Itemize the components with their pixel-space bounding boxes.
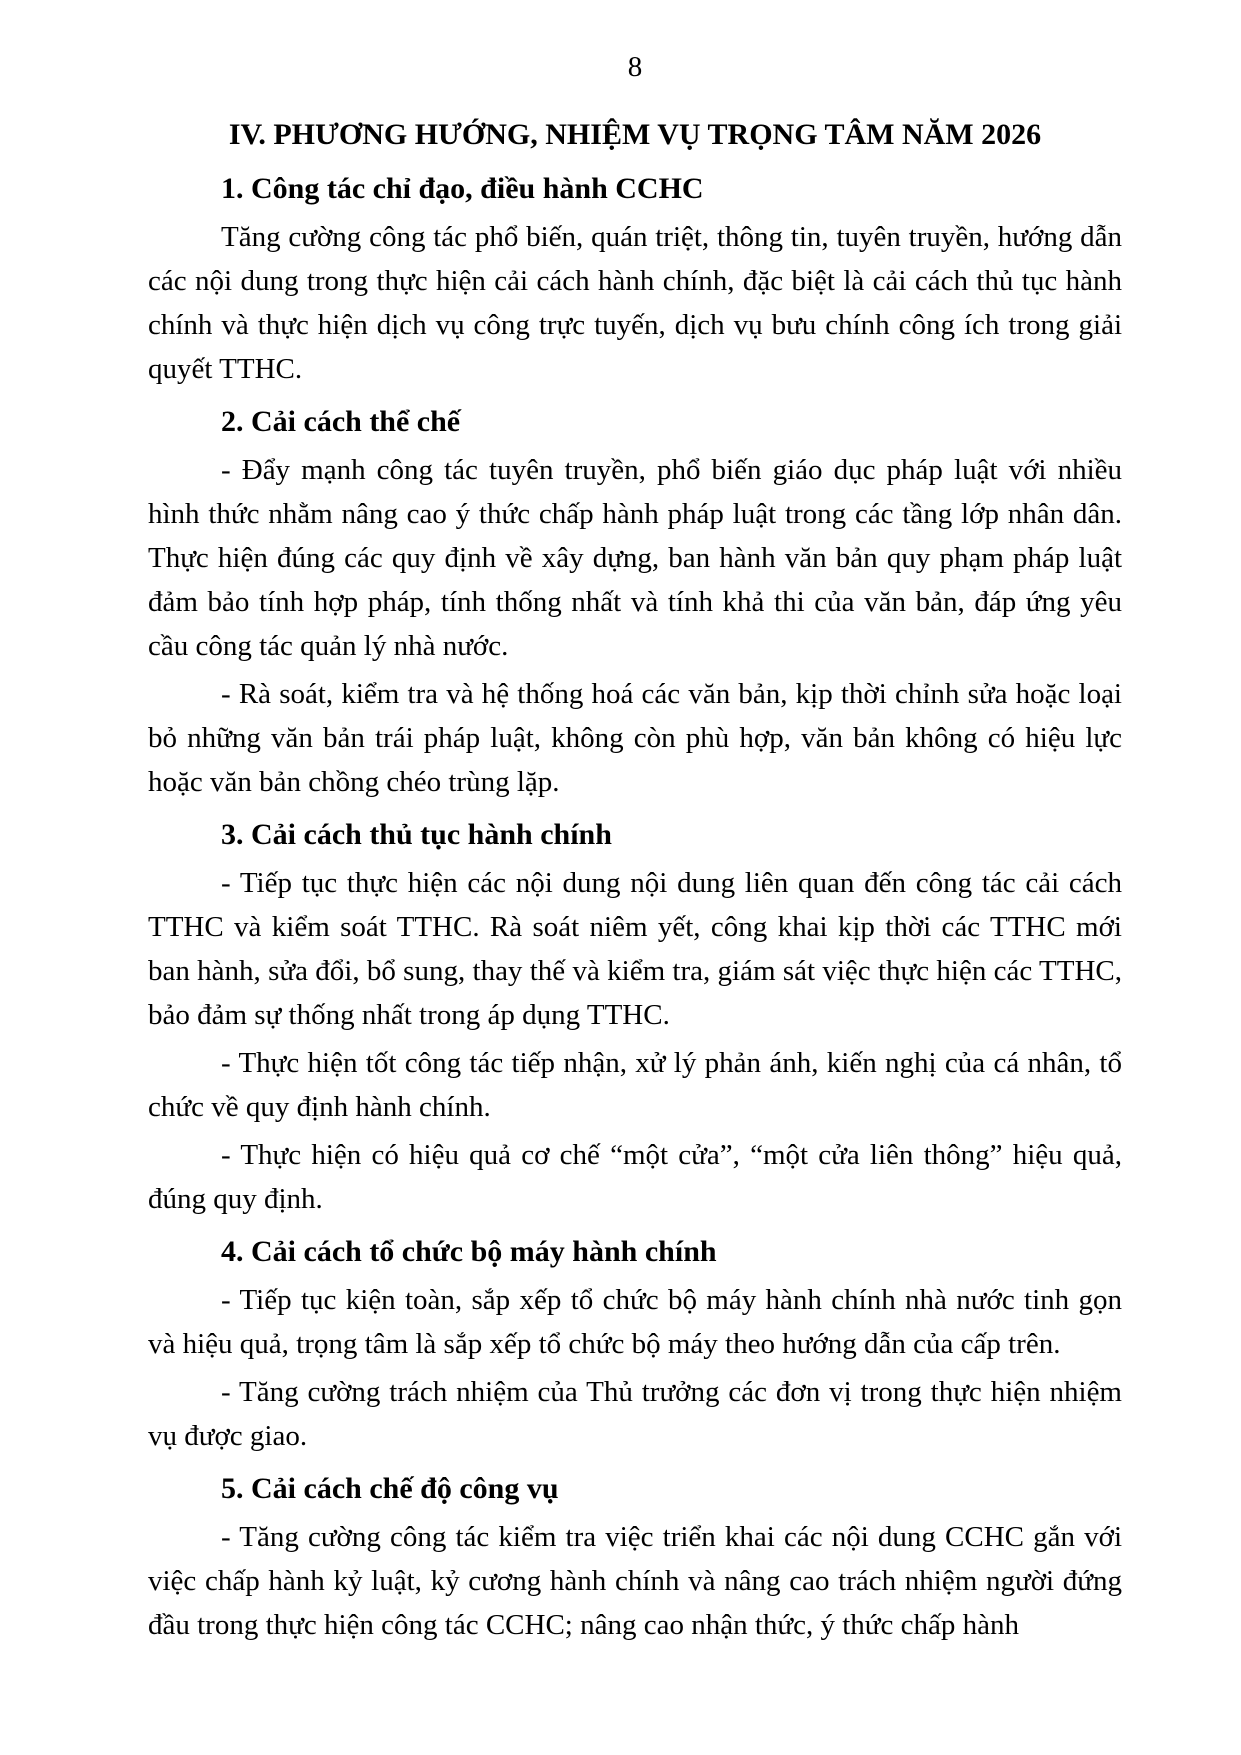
section-3-paragraph-2: - Thực hiện tốt công tác tiếp nhận, xử lý phản ánh, kiến nghị của cá nhân, tổ chức về quy định hành chính. bbox=[148, 1047, 1122, 1123]
section-1-paragraph-1: Tăng cường công tác phổ biến, quán triệt, thông tin, tuyên truyền, hướng dẫn các nội dung trong thực hiện cải cách hành chính, đặc biệt là cải cách thủ tục hành chính và thực hiện dịch vụ công trực tuyến, dịch vụ bưu chính công ích trong giải quyết TTHC. bbox=[148, 221, 1122, 385]
page-title: IV. PHƯƠNG HƯỚNG, NHIỆM VỤ TRỌNG TÂM NĂM 2026 bbox=[228, 118, 1042, 151]
section-4-heading: 4. Cải cách tổ chức bộ máy hành chính bbox=[221, 1235, 717, 1268]
section-3-cai-cach-tthc bbox=[148, 813, 1122, 1221]
section-4-paragraph-2: - Tăng cường trách nhiệm của Thủ trưởng các đơn vị trong thực hiện nhiệm vụ được giao. bbox=[148, 1376, 1122, 1452]
section-2-paragraph-2: - Rà soát, kiểm tra và hệ thống hoá các văn bản, kịp thời chỉnh sửa hoặc loại bỏ những văn bản trái pháp luật, không còn phù hợp, văn bản không có hiệu lực hoặc văn bản chồng chéo trùng lặp. bbox=[148, 678, 1122, 798]
section-2-paragraph-1: - Đẩy mạnh công tác tuyên truyền, phổ biến giáo dục pháp luật với nhiều hình thức nhằm nâng cao ý thức chấp hành pháp luật trong các tầng lớp nhân dân. Thực hiện đúng các quy định về xây dựng, ban hành văn bản quy phạm pháp luật đảm bảo tính hợp pháp, tính thống nhất và tính khả thi của văn bản, đáp ứng yêu cầu công tác quản lý nhà nước. bbox=[148, 454, 1122, 662]
section-3-paragraph-1: - Tiếp tục thực hiện các nội dung nội dung liên quan đến công tác cải cách TTHC và kiểm soát TTHC. Rà soát niêm yết, công khai kịp thời các TTHC mới ban hành, sửa đổi, bổ sung, thay thế và kiểm tra, giám sát việc thực hiện các TTHC, bảo đảm sự thống nhất trong áp dụng TTHC. bbox=[148, 867, 1122, 1031]
section-5-paragraph-1: - Tăng cường công tác kiểm tra việc triển khai các nội dung CCHC gắn với việc chấp hành kỷ luật, kỷ cương hành chính và nâng cao trách nhiệm người đứng đầu trong thực hiện công tác CCHC; nâng cao nhận thức, ý thức chấp hành bbox=[148, 1521, 1122, 1641]
page-number: 8 bbox=[627, 51, 643, 83]
section-4-cai-cach-to-chuc-bo-may bbox=[148, 1230, 1122, 1458]
section-1-heading: 1. Công tác chỉ đạo, điều hành CCHC bbox=[221, 172, 704, 205]
section-5-heading: 5. Cải cách chế độ công vụ bbox=[221, 1472, 559, 1505]
section-1-chi-dao-dieu-hanh bbox=[148, 167, 1122, 391]
section-2-cai-cach-the-che bbox=[148, 400, 1122, 804]
section-3-heading: 3. Cải cách thủ tục hành chính bbox=[221, 818, 612, 851]
section-5-cai-cach-che-do-cong-vu bbox=[148, 1467, 1122, 1647]
section-2-heading: 2. Cải cách thể chế bbox=[221, 405, 461, 438]
section-4-paragraph-1: - Tiếp tục kiện toàn, sắp xếp tổ chức bộ máy hành chính nhà nước tinh gọn và hiệu quả, trọng tâm là sắp xếp tổ chức bộ máy theo hướng dẫn của cấp trên. bbox=[148, 1284, 1122, 1360]
section-3-paragraph-3: - Thực hiện có hiệu quả cơ chế “một cửa”, “một cửa liên thông” hiệu quả, đúng quy định. bbox=[148, 1139, 1122, 1215]
